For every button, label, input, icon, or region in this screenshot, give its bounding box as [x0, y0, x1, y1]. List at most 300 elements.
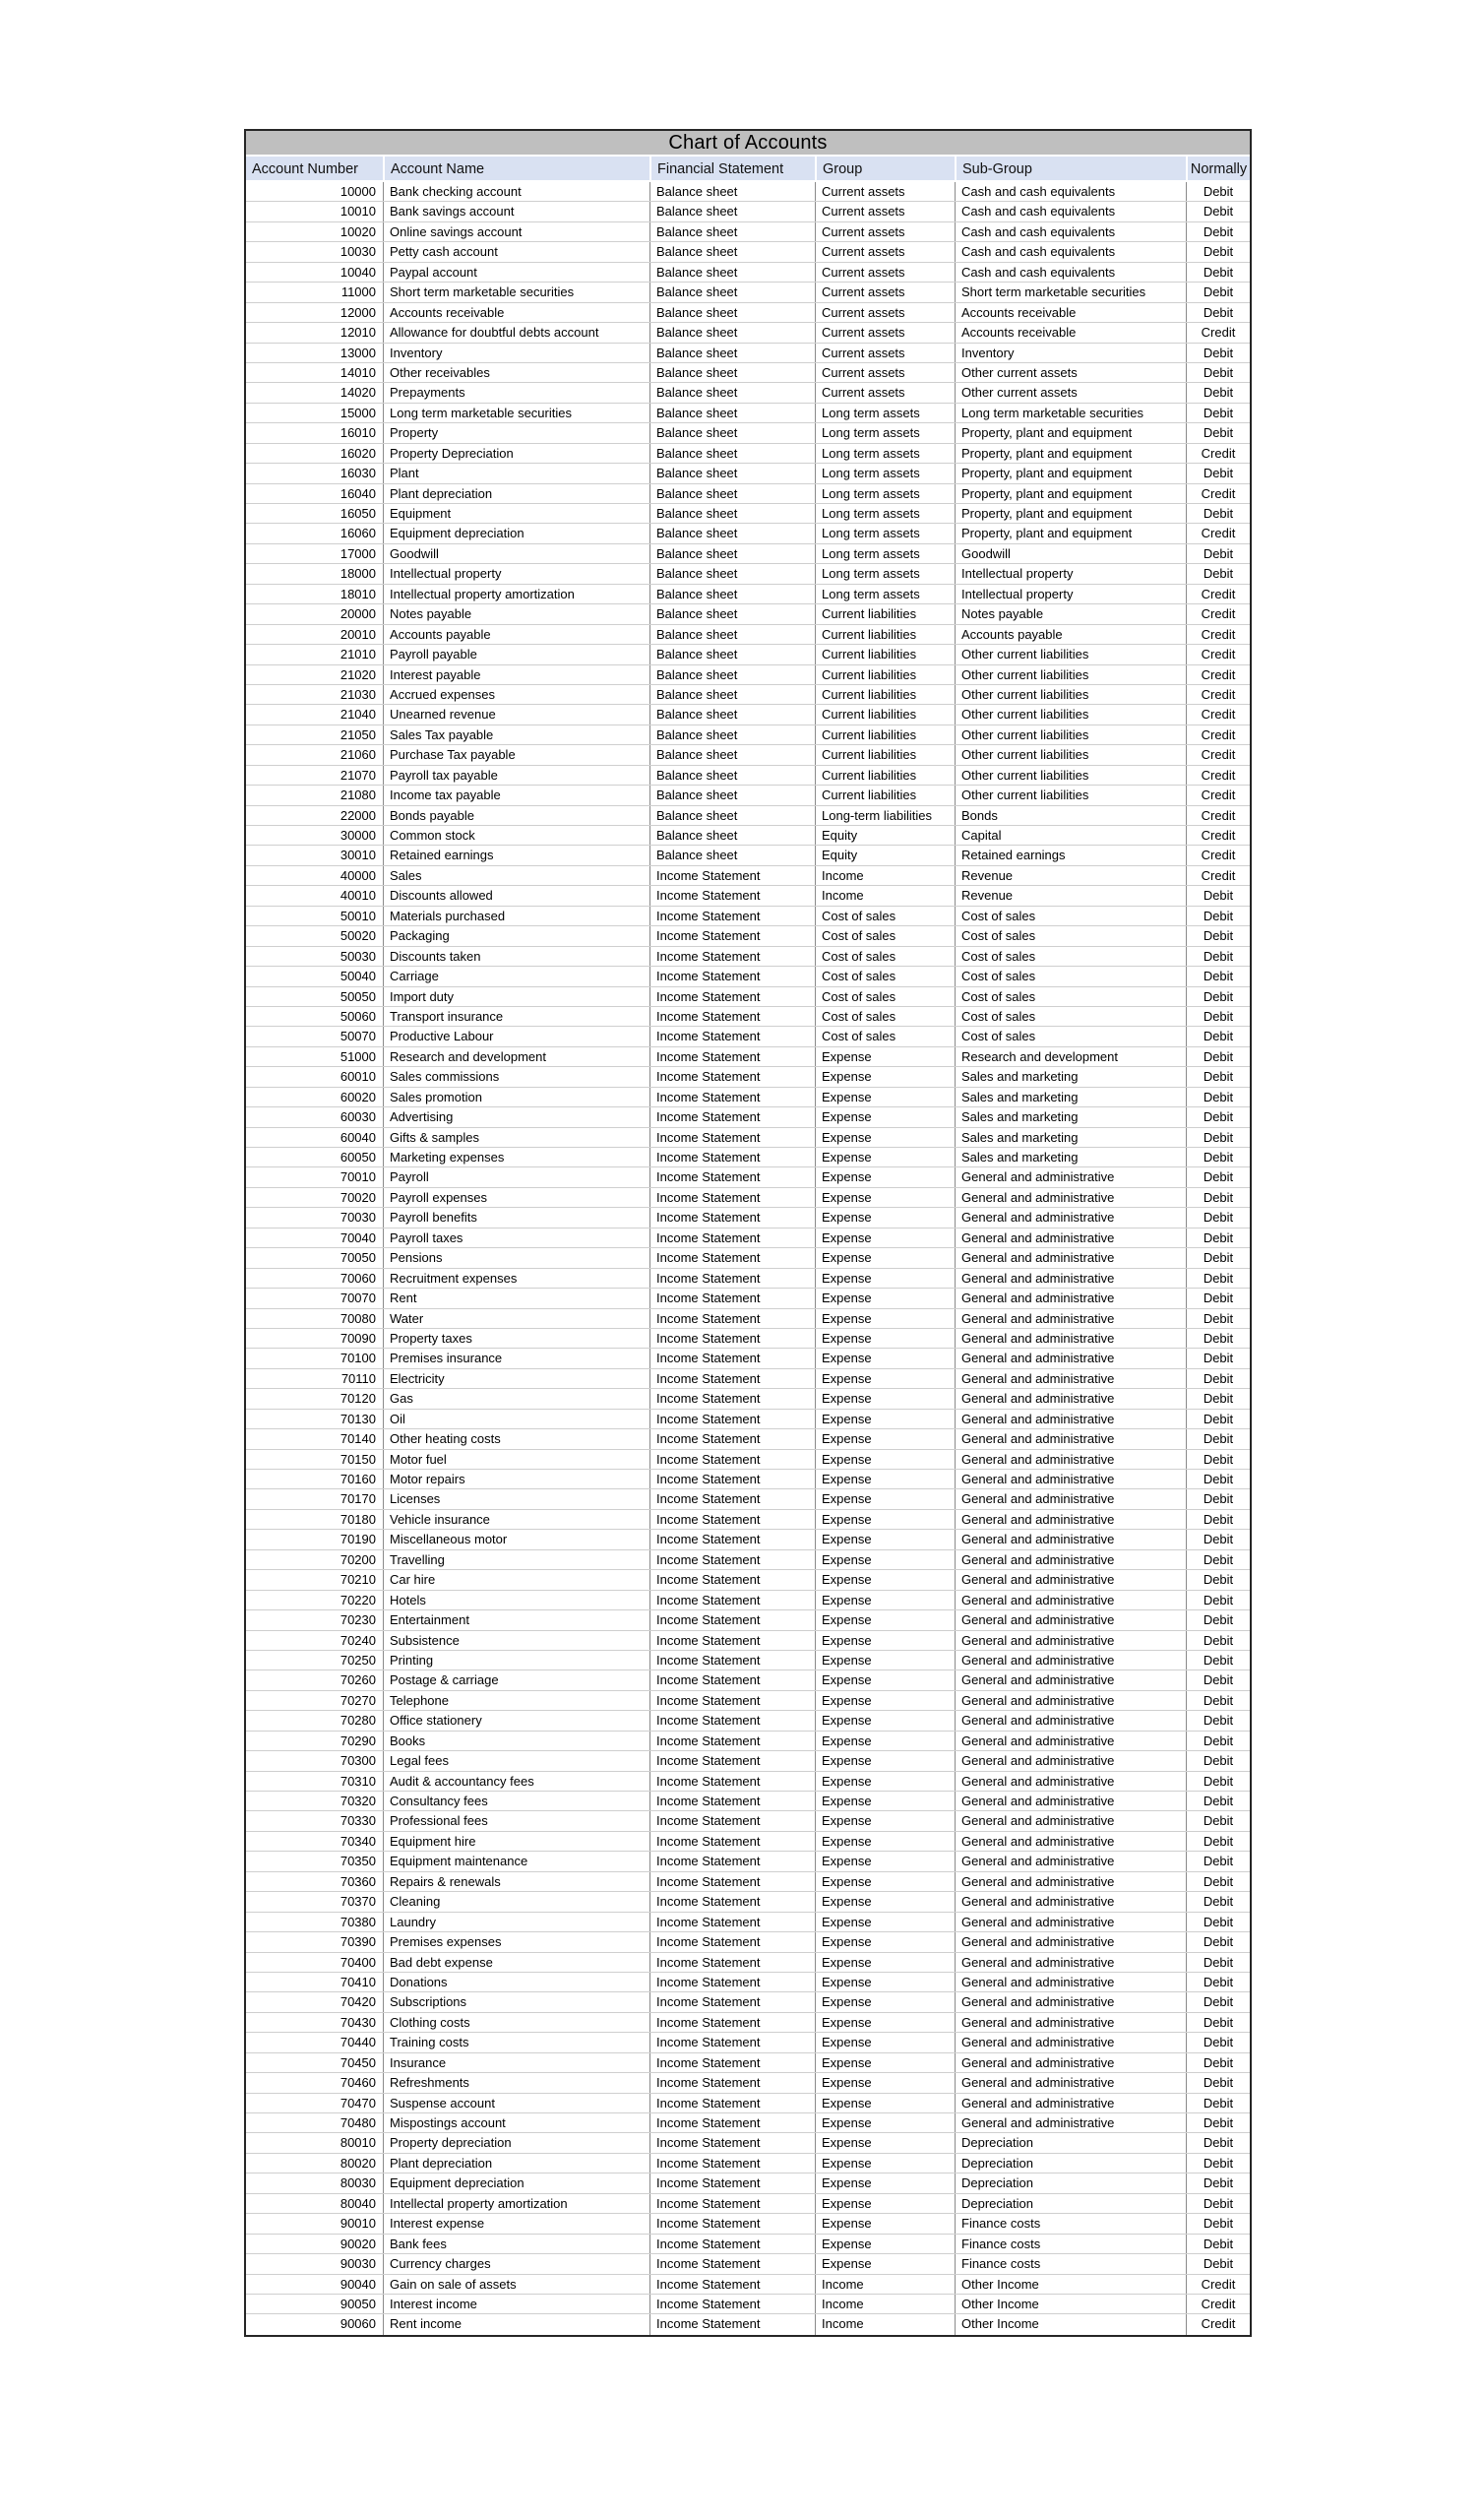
cell-account-number: 70210	[340, 1572, 376, 1588]
cell-account-number: 21010	[340, 647, 376, 662]
cell-group: Expense	[815, 1510, 955, 1529]
cell-group: Long term assets	[815, 423, 955, 442]
cell-account-number: 50070	[340, 1029, 376, 1044]
cell-account-number: 50040	[340, 969, 376, 984]
cell-account-number: 50050	[340, 988, 376, 1004]
cell-financial-statement: Balance sheet	[649, 826, 815, 845]
cell-sub-group: General and administrative	[955, 1792, 1186, 1810]
cell-sub-group: General and administrative	[955, 1610, 1186, 1629]
table-row	[246, 705, 1250, 724]
cell-normally: Debit	[1186, 2254, 1250, 2273]
cell-group: Long term assets	[815, 484, 955, 503]
table-row	[246, 303, 1250, 323]
cell-sub-group: Depreciation	[955, 2154, 1186, 2173]
cell-sub-group: General and administrative	[955, 1289, 1186, 1307]
cell-financial-statement: Income Statement	[649, 1751, 815, 1770]
cell-sub-group: General and administrative	[955, 1631, 1186, 1650]
cell-account-name: Miscellaneous motor	[383, 1530, 649, 1548]
cell-account-number: 21050	[340, 726, 376, 742]
cell-account-name: Equipment depreciation	[383, 524, 649, 542]
cell-account-name: Equipment maintenance	[383, 1852, 649, 1870]
cell-normally: Credit	[1186, 826, 1250, 845]
cell-financial-statement: Income Statement	[649, 1248, 815, 1267]
cell-group: Equity	[815, 846, 955, 864]
table-row	[246, 444, 1250, 464]
table-row	[246, 1128, 1250, 1148]
cell-financial-statement: Income Statement	[649, 2174, 815, 2192]
cell-normally: Credit	[1186, 484, 1250, 503]
cell-group: Expense	[815, 1953, 955, 1972]
cell-normally: Debit	[1186, 1329, 1250, 1348]
cell-group: Expense	[815, 1651, 955, 1670]
table-row	[246, 1610, 1250, 1630]
cell-account-number: 80010	[340, 2135, 376, 2151]
cell-normally: Credit	[1186, 2275, 1250, 2294]
cell-account-number: 70020	[340, 1189, 376, 1205]
cell-financial-statement: Balance sheet	[649, 383, 815, 402]
table-row	[246, 1530, 1250, 1549]
table-row	[246, 1429, 1250, 1449]
col-header-account-name: Account Name	[383, 157, 649, 180]
table-row	[246, 1691, 1250, 1711]
cell-sub-group: Finance costs	[955, 2235, 1186, 2253]
cell-account-name: Common stock	[383, 826, 649, 845]
cell-account-number: 16030	[340, 466, 376, 481]
cell-normally: Debit	[1186, 564, 1250, 583]
cell-group: Expense	[815, 2133, 955, 2152]
cell-account-name: Sales commissions	[383, 1067, 649, 1086]
cell-normally: Debit	[1186, 1128, 1250, 1147]
cell-group: Expense	[815, 1489, 955, 1508]
cell-account-name: Payroll payable	[383, 645, 649, 663]
cell-group: Expense	[815, 1631, 955, 1650]
cell-account-name: Bank fees	[383, 2235, 649, 2253]
cell-group: Current liabilities	[815, 685, 955, 704]
cell-sub-group: Sales and marketing	[955, 1067, 1186, 1086]
cell-account-number: 70390	[340, 1934, 376, 1950]
table-row	[246, 182, 1250, 202]
cell-normally: Debit	[1186, 1992, 1250, 2011]
cell-sub-group: General and administrative	[955, 1530, 1186, 1548]
cell-group: Cost of sales	[815, 967, 955, 985]
cell-account-name: Carriage	[383, 967, 649, 985]
cell-account-number: 16050	[340, 506, 376, 521]
cell-normally: Debit	[1186, 1450, 1250, 1469]
table-row	[246, 1107, 1250, 1127]
cell-normally: Debit	[1186, 1007, 1250, 1026]
cell-normally: Debit	[1186, 1309, 1250, 1328]
cell-financial-statement: Balance sheet	[649, 685, 815, 704]
cell-sub-group: General and administrative	[955, 1489, 1186, 1508]
cell-sub-group: Other current liabilities	[955, 665, 1186, 684]
table-row	[246, 1088, 1250, 1107]
cell-normally: Debit	[1186, 1670, 1250, 1689]
cell-financial-statement: Income Statement	[649, 1992, 815, 2011]
cell-sub-group: Cash and cash equivalents	[955, 263, 1186, 282]
cell-group: Current liabilities	[815, 665, 955, 684]
cell-sub-group: Property, plant and equipment	[955, 423, 1186, 442]
cell-normally: Debit	[1186, 1953, 1250, 1972]
cell-financial-statement: Balance sheet	[649, 182, 815, 201]
cell-account-number: 50010	[340, 908, 376, 923]
table-row	[246, 947, 1250, 967]
cell-financial-statement: Balance sheet	[649, 604, 815, 623]
cell-account-name: Postage & carriage	[383, 1670, 649, 1689]
cell-account-name: Sales	[383, 866, 649, 885]
cell-financial-statement: Income Statement	[649, 1510, 815, 1529]
cell-account-number: 14010	[340, 364, 376, 380]
cell-account-number: 10010	[340, 204, 376, 220]
table-row	[246, 263, 1250, 283]
cell-financial-statement: Income Statement	[649, 1792, 815, 1810]
cell-normally: Debit	[1186, 947, 1250, 966]
cell-financial-statement: Balance sheet	[649, 766, 815, 785]
cell-account-number: 70470	[340, 2095, 376, 2110]
cell-account-number: 70120	[340, 1391, 376, 1407]
cell-group: Long term assets	[815, 564, 955, 583]
cell-group: Long term assets	[815, 504, 955, 523]
table-row	[246, 1067, 1250, 1087]
chart-of-accounts-table	[244, 129, 1252, 2337]
cell-financial-statement: Income Statement	[649, 2154, 815, 2173]
cell-group: Current assets	[815, 242, 955, 261]
table-row	[246, 604, 1250, 624]
cell-account-name: Equipment hire	[383, 1832, 649, 1851]
cell-normally: Debit	[1186, 1973, 1250, 1991]
table-row	[246, 907, 1250, 926]
cell-sub-group: General and administrative	[955, 1329, 1186, 1348]
cell-group: Current assets	[815, 182, 955, 201]
cell-normally: Debit	[1186, 504, 1250, 523]
cell-account-number: 50020	[340, 928, 376, 944]
cell-normally: Credit	[1186, 806, 1250, 825]
table-row	[246, 766, 1250, 786]
cell-account-name: Online savings account	[383, 222, 649, 241]
cell-sub-group: Intellectual property	[955, 585, 1186, 603]
cell-group: Expense	[815, 1208, 955, 1227]
cell-account-number: 60050	[340, 1150, 376, 1165]
cell-group: Current assets	[815, 222, 955, 241]
cell-account-name: Interest expense	[383, 2214, 649, 2233]
cell-normally: Debit	[1186, 303, 1250, 322]
cell-account-name: Plant	[383, 464, 649, 482]
cell-account-name: Payroll expenses	[383, 1188, 649, 1207]
cell-group: Current assets	[815, 202, 955, 220]
cell-account-name: Professional fees	[383, 1811, 649, 1830]
cell-account-number: 50030	[340, 948, 376, 964]
cell-sub-group: General and administrative	[955, 1550, 1186, 1569]
cell-account-name: Productive Labour	[383, 1027, 649, 1045]
table-row	[246, 1148, 1250, 1167]
cell-account-number: 60020	[340, 1089, 376, 1104]
cell-account-number: 60040	[340, 1129, 376, 1145]
cell-account-number: 70230	[340, 1612, 376, 1628]
cell-sub-group: Accounts payable	[955, 625, 1186, 644]
cell-normally: Debit	[1186, 987, 1250, 1006]
cell-sub-group: Research and development	[955, 1047, 1186, 1066]
table-row	[246, 524, 1250, 543]
cell-normally: Debit	[1186, 1530, 1250, 1548]
cell-normally: Credit	[1186, 766, 1250, 785]
table-row	[246, 464, 1250, 483]
cell-account-name: Payroll benefits	[383, 1208, 649, 1227]
cell-account-number: 80040	[340, 2195, 376, 2211]
table-row	[246, 1892, 1250, 1912]
cell-normally: Debit	[1186, 263, 1250, 282]
cell-normally: Credit	[1186, 665, 1250, 684]
cell-group: Current assets	[815, 363, 955, 382]
cell-account-number: 70410	[340, 1974, 376, 1989]
cell-sub-group: Other current liabilities	[955, 745, 1186, 764]
cell-sub-group: Cash and cash equivalents	[955, 242, 1186, 261]
cell-account-number: 70180	[340, 1511, 376, 1527]
cell-group: Expense	[815, 1450, 955, 1469]
table-row	[246, 242, 1250, 262]
cell-account-number: 70030	[340, 1210, 376, 1226]
cell-normally: Credit	[1186, 625, 1250, 644]
cell-account-name: Long term marketable securities	[383, 404, 649, 422]
cell-normally: Credit	[1186, 2295, 1250, 2313]
cell-normally: Debit	[1186, 202, 1250, 220]
cell-account-name: Office stationery	[383, 1711, 649, 1730]
cell-account-number: 10020	[340, 223, 376, 239]
cell-account-name: Premises insurance	[383, 1349, 649, 1367]
cell-group: Expense	[815, 1811, 955, 1830]
cell-sub-group: Other current liabilities	[955, 645, 1186, 663]
cell-financial-statement: Income Statement	[649, 1047, 815, 1066]
cell-normally: Debit	[1186, 2073, 1250, 2092]
cell-normally: Debit	[1186, 1772, 1250, 1791]
cell-account-name: Research and development	[383, 1047, 649, 1066]
cell-group: Current assets	[815, 303, 955, 322]
cell-financial-statement: Income Statement	[649, 2073, 815, 2092]
cell-sub-group: General and administrative	[955, 1953, 1186, 1972]
cell-account-number: 70300	[340, 1753, 376, 1769]
table-row	[246, 363, 1250, 383]
cell-account-name: Donations	[383, 1973, 649, 1991]
cell-financial-statement: Balance sheet	[649, 444, 815, 463]
table-row	[246, 1913, 1250, 1932]
cell-group: Income	[815, 886, 955, 905]
cell-financial-statement: Balance sheet	[649, 263, 815, 282]
cell-sub-group: General and administrative	[955, 1410, 1186, 1428]
cell-sub-group: General and administrative	[955, 1228, 1186, 1247]
cell-financial-statement: Income Statement	[649, 1429, 815, 1448]
cell-group: Expense	[815, 1329, 955, 1348]
cell-group: Cost of sales	[815, 1007, 955, 1026]
cell-normally: Debit	[1186, 1088, 1250, 1106]
cell-sub-group: General and administrative	[955, 1913, 1186, 1931]
table-row	[246, 1811, 1250, 1831]
cell-account-name: Suspense account	[383, 2094, 649, 2112]
cell-account-name: Discounts allowed	[383, 886, 649, 905]
cell-normally: Debit	[1186, 1550, 1250, 1569]
table-row	[246, 1992, 1250, 2012]
cell-sub-group: Revenue	[955, 866, 1186, 885]
cell-normally: Debit	[1186, 242, 1250, 261]
cell-account-name: Goodwill	[383, 544, 649, 563]
cell-account-number: 70170	[340, 1491, 376, 1507]
table-row	[246, 826, 1250, 846]
cell-normally: Debit	[1186, 1148, 1250, 1166]
table-row	[246, 1670, 1250, 1690]
table-row	[246, 283, 1250, 302]
table-row	[246, 1932, 1250, 1952]
cell-account-number: 21070	[340, 767, 376, 783]
cell-account-name: Property taxes	[383, 1329, 649, 1348]
cell-account-name: Gain on sale of assets	[383, 2275, 649, 2294]
table-row	[246, 2314, 1250, 2334]
cell-account-number: 12000	[340, 304, 376, 320]
cell-normally: Debit	[1186, 1751, 1250, 1770]
table-row	[246, 725, 1250, 745]
cell-normally: Credit	[1186, 685, 1250, 704]
cell-sub-group: Other current liabilities	[955, 685, 1186, 704]
cell-financial-statement: Income Statement	[649, 2295, 815, 2313]
cell-account-number: 90060	[340, 2316, 376, 2332]
table-row	[246, 987, 1250, 1007]
cell-account-name: Accrued expenses	[383, 685, 649, 704]
cell-account-number: 18000	[340, 566, 376, 582]
cell-normally: Debit	[1186, 182, 1250, 201]
cell-financial-statement: Balance sheet	[649, 745, 815, 764]
cell-group: Current assets	[815, 344, 955, 362]
cell-group: Expense	[815, 1732, 955, 1750]
cell-sub-group: Finance costs	[955, 2254, 1186, 2273]
cell-sub-group: General and administrative	[955, 2013, 1186, 2032]
cell-account-number: 70250	[340, 1652, 376, 1668]
cell-account-name: Payroll taxes	[383, 1228, 649, 1247]
cell-financial-statement: Income Statement	[649, 1872, 815, 1891]
cell-sub-group: General and administrative	[955, 1269, 1186, 1288]
cell-sub-group: Depreciation	[955, 2194, 1186, 2213]
table-row	[246, 866, 1250, 886]
cell-financial-statement: Income Statement	[649, 1349, 815, 1367]
cell-financial-statement: Income Statement	[649, 2094, 815, 2112]
cell-normally: Debit	[1186, 464, 1250, 482]
table-row	[246, 1772, 1250, 1792]
cell-account-name: Property depreciation	[383, 2133, 649, 2152]
table-row	[246, 1269, 1250, 1289]
cell-sub-group: General and administrative	[955, 1369, 1186, 1388]
table-row	[246, 1248, 1250, 1268]
cell-financial-statement: Income Statement	[649, 1470, 815, 1488]
cell-normally: Debit	[1186, 404, 1250, 422]
cell-account-name: Printing	[383, 1651, 649, 1670]
col-header-sub-group: Sub-Group	[955, 157, 1186, 180]
cell-account-name: Hotels	[383, 1591, 649, 1609]
cell-financial-statement: Income Statement	[649, 1570, 815, 1589]
cell-group: Cost of sales	[815, 926, 955, 945]
cell-account-name: Electricity	[383, 1369, 649, 1388]
cell-normally: Debit	[1186, 1188, 1250, 1207]
cell-group: Expense	[815, 1772, 955, 1791]
cell-group: Expense	[815, 1410, 955, 1428]
cell-group: Expense	[815, 2254, 955, 2273]
cell-normally: Debit	[1186, 2053, 1250, 2072]
cell-account-name: Oil	[383, 1410, 649, 1428]
cell-normally: Credit	[1186, 444, 1250, 463]
cell-group: Cost of sales	[815, 907, 955, 925]
cell-sub-group: Cost of sales	[955, 987, 1186, 1006]
table-row	[246, 1651, 1250, 1670]
cell-sub-group: General and administrative	[955, 1651, 1186, 1670]
table-row	[246, 2214, 1250, 2234]
cell-group: Current liabilities	[815, 766, 955, 785]
cell-sub-group: General and administrative	[955, 2033, 1186, 2051]
cell-normally: Debit	[1186, 1792, 1250, 1810]
cell-sub-group: Property, plant and equipment	[955, 524, 1186, 542]
table-header-row	[246, 157, 1250, 182]
cell-group: Income	[815, 2275, 955, 2294]
cell-sub-group: General and administrative	[955, 1872, 1186, 1891]
cell-financial-statement: Balance sheet	[649, 806, 815, 825]
cell-sub-group: Accounts receivable	[955, 323, 1186, 342]
cell-normally: Credit	[1186, 524, 1250, 542]
cell-account-number: 20000	[340, 606, 376, 622]
cell-financial-statement: Balance sheet	[649, 846, 815, 864]
cell-account-name: Other heating costs	[383, 1429, 649, 1448]
table-row	[246, 665, 1250, 685]
cell-account-name: Gifts & samples	[383, 1128, 649, 1147]
cell-group: Current assets	[815, 263, 955, 282]
table-row	[246, 2174, 1250, 2193]
cell-group: Expense	[815, 2174, 955, 2192]
cell-account-name: Import duty	[383, 987, 649, 1006]
table-row	[246, 1167, 1250, 1187]
cell-account-name: Bank checking account	[383, 182, 649, 201]
cell-account-number: 70360	[340, 1873, 376, 1889]
table-body	[246, 182, 1250, 2335]
cell-account-number: 80030	[340, 2175, 376, 2191]
cell-group: Long term assets	[815, 585, 955, 603]
table-row	[246, 685, 1250, 705]
cell-account-number: 70130	[340, 1411, 376, 1426]
cell-sub-group: General and administrative	[955, 2053, 1186, 2072]
cell-group: Expense	[815, 1107, 955, 1126]
table-row	[246, 1007, 1250, 1027]
cell-sub-group: General and administrative	[955, 1429, 1186, 1448]
cell-group: Expense	[815, 1751, 955, 1770]
cell-account-name: Payroll tax payable	[383, 766, 649, 785]
cell-account-number: 70330	[340, 1813, 376, 1829]
cell-sub-group: General and administrative	[955, 1992, 1186, 2011]
cell-account-name: Laundry	[383, 1913, 649, 1931]
table-row	[246, 886, 1250, 906]
cell-normally: Credit	[1186, 866, 1250, 885]
cell-normally: Debit	[1186, 1651, 1250, 1670]
table-row	[246, 544, 1250, 564]
cell-financial-statement: Income Statement	[649, 1953, 815, 1972]
cell-sub-group: Other current assets	[955, 363, 1186, 382]
cell-normally: Credit	[1186, 604, 1250, 623]
cell-account-name: Materials purchased	[383, 907, 649, 925]
table-row	[246, 1852, 1250, 1871]
cell-account-number: 70080	[340, 1310, 376, 1326]
cell-account-name: Rent	[383, 1289, 649, 1307]
cell-normally: Debit	[1186, 544, 1250, 563]
cell-financial-statement: Income Statement	[649, 947, 815, 966]
cell-sub-group: General and administrative	[955, 1932, 1186, 1951]
cell-financial-statement: Balance sheet	[649, 242, 815, 261]
cell-account-name: Interest payable	[383, 665, 649, 684]
cell-group: Expense	[815, 2073, 955, 2092]
cell-sub-group: Other Income	[955, 2275, 1186, 2294]
cell-account-number: 18010	[340, 586, 376, 601]
cell-group: Expense	[815, 2154, 955, 2173]
table-row	[246, 564, 1250, 584]
cell-financial-statement: Balance sheet	[649, 585, 815, 603]
